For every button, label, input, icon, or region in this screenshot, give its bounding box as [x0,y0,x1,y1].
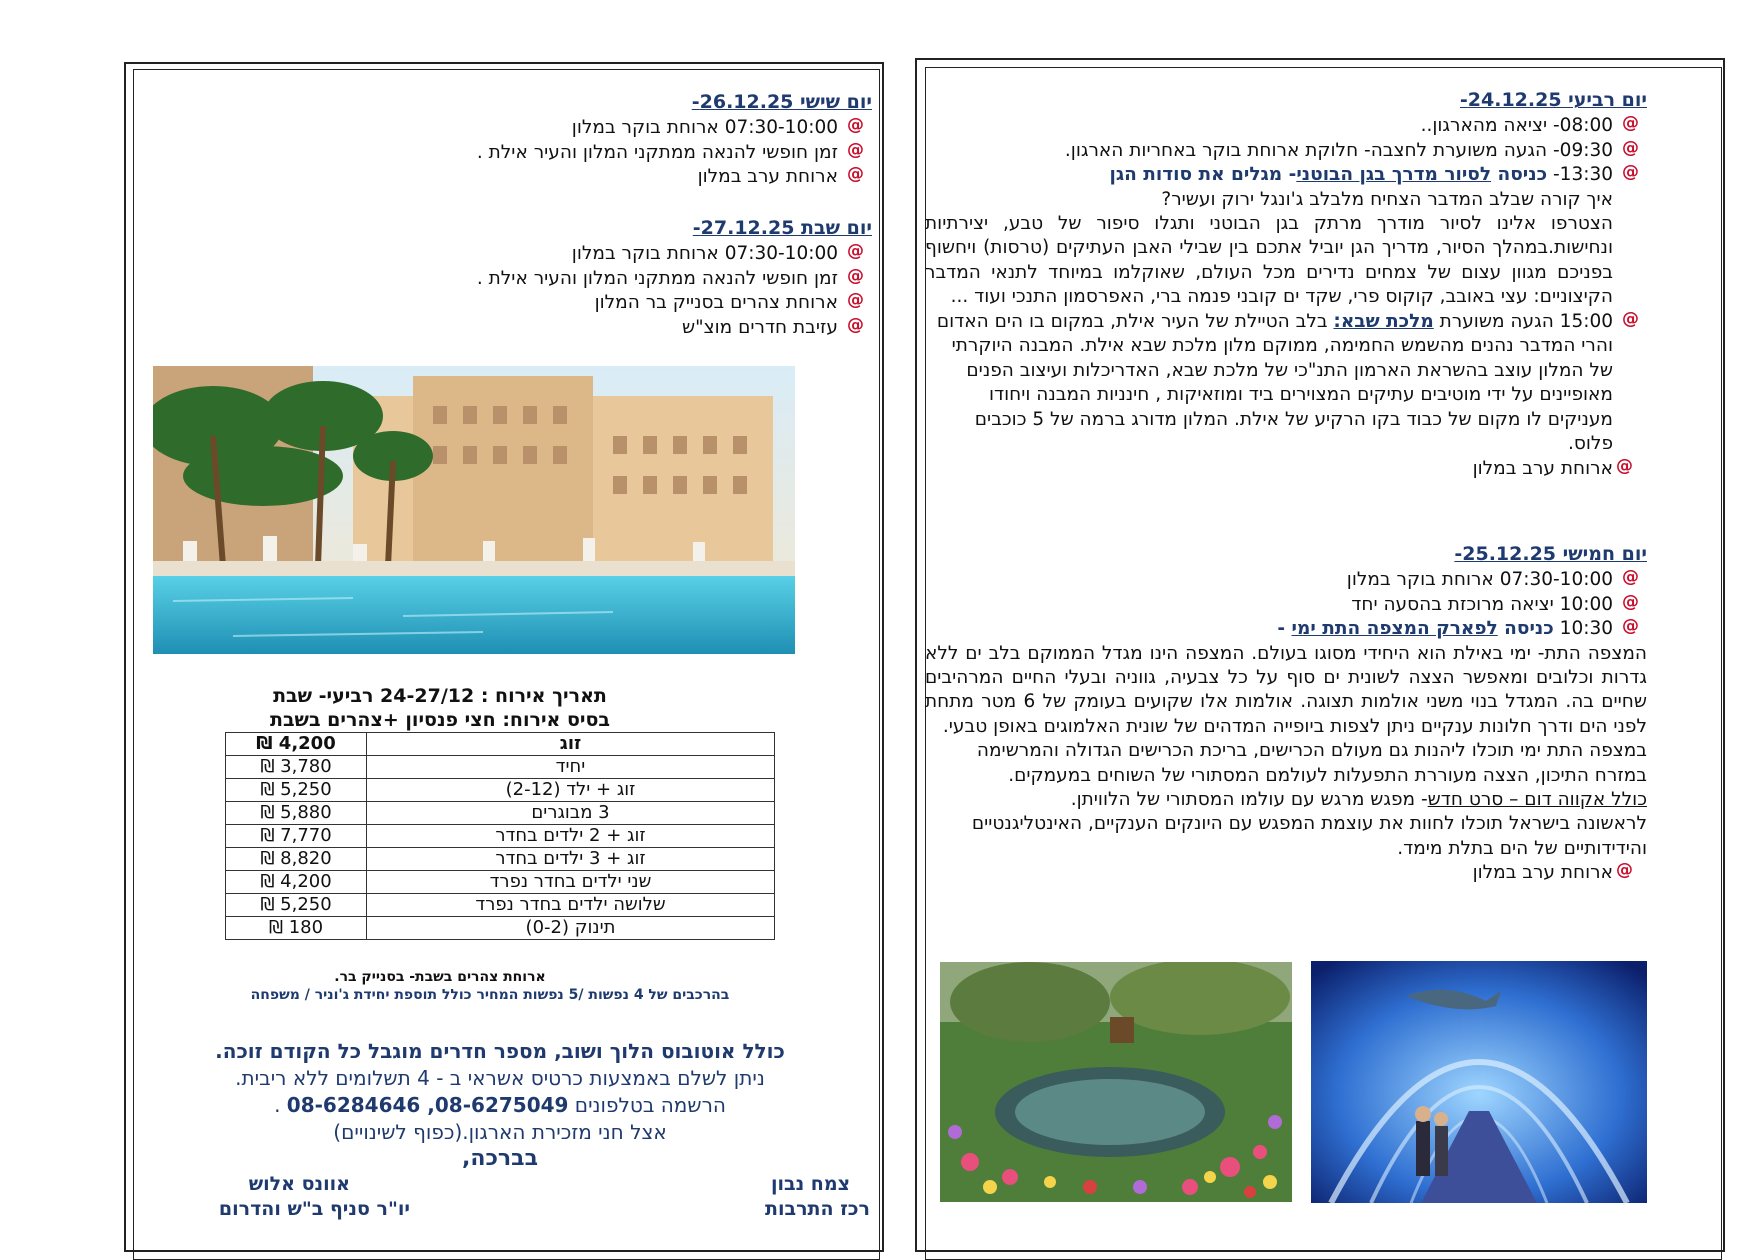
swirl-bullet-icon: @ [847,139,864,160]
table-cell: זוג [367,733,775,756]
shark-description: במצפה התת ימי תוכלו ליהנות גם מעולם הכרישים, בריכת הכרישים הגדולה והמרשימה במזרח התיכון, הצצה מעוררת התפעלות לעולמם המסתורי של השוחים במעמקים. [976,740,1647,786]
swirl-bullet-icon: @ [1622,113,1639,133]
bus-note: כולל אוטובוס הלוך ושוב, מספר חדרים מוגבל כל הקודם זוכה. [215,1039,785,1063]
swirl-bullet-icon: @ [847,314,864,335]
table-cell: יחיד [367,756,775,779]
list-item: @ 09:30- הגעה משוערת לחצבה- חלוקת ארוחת בוקר באחריות הארגון. [1064,137,1639,161]
lunch-note: ארוחת צהרים בשבת- בסנייק בר. [334,969,546,985]
swirl-bullet-icon: @ [847,290,864,310]
family-note: בהרכבים של 4 נפשות /5 נפשות המחיר כולל תוספת יחידת ג'וניר / משפחה [250,987,730,1003]
thursday-section [925,542,1647,886]
table-row [226,756,775,779]
price-table [225,732,775,940]
signature-1 [700,1172,870,1222]
office-note: אצל חני מזכירת הארגון.(כפוף לשינויים) [333,1120,667,1144]
botanical-garden-photo [940,962,1292,1202]
swirl-bullet-icon: @ [1622,137,1639,158]
list-item: @ 07:30-10:00 ארוחת בוקר במלון [571,241,864,264]
table-cell: זוג + 3 ילדים בחדר [367,848,775,871]
table-cell: 4,200 ₪ [226,733,367,756]
table-row [226,802,775,825]
wednesday-section [925,88,1647,481]
table-cell: 5,880 ₪ [226,802,367,825]
hosting-basis: בסיס אירוח: חצי פנסיון +צהרים בשבת [269,709,611,731]
table-cell: 5,250 ₪ [226,894,367,917]
aqua-dome-note: כולל אקווה דום – סרט חדש- מפגש מרגש עם עולמו המסתורי של הלוויתן. [1070,788,1647,810]
friday-section [380,90,872,190]
swirl-bullet-icon: @ [1616,455,1633,476]
list-item: @ 07:30-10:00 ארוחת בוקר במלון [1346,567,1639,590]
list-item: @ זמן חופשי להנאה ממתקני המלון והעיר אילת . [476,265,864,289]
swirl-bullet-icon: @ [1622,616,1639,636]
table-row [226,825,775,848]
list-item: @ ארוחת צהרים בסנייק בר המלון [594,290,864,313]
garden-description: הצטרפו אלינו לסיור מודרך מרתק בגן הבוטני ותגלו סיפור של טבע, יצירתיות ונחישות.במהלך הסיור, מדריך הגן יוביל אתכם בין שבילי האבן העתיקים (טרסות) ויחשוף בפניכם מגוון עצום של צמחים נדירים מכל העולם, שאוקלמו במיוחד לתנאי המדבר הקיצוניים: עצי באובב, קוקוס פרי, שקד ים קובני פנמה ברי, האפרסמון התנכי ועוד ... [925,212,1613,308]
payment-note: ניתן לשלם באמצעות כרטיס אשראי ב - 4 תשלומים ללא ריבית. [235,1066,765,1090]
hotel-pool-photo [153,366,795,654]
list-item: @ 08:00- יציאה מהארגון.. [1420,113,1639,136]
saturday-section [380,216,872,340]
observatory-description: המצפה התת- ימי באילת הוא היחידי מסוגו בעולם. המצפה הינו מגדל הממוקם בלב ים ללא גדרות וכלובים ומאפשר הצצה לשונית ים סוף על כל צבעיה, גווניה ובעלי החיים המרהיבים שחיים בה. המגדל בנוי משני אולמות תצוגה. אולמות אלו שקועים בעומק של 6 מטר מתחת לפני הים ודרך חלונות ענקיים ניתן לצפות ביופייה המדהים של שונית האלמוגים באופן טבעי. [925,642,1648,737]
whale-description: לראשונה בישראל תוכלו לחוות את עוצמת המפגש עם היונקים הענקיים, האינטליגנטיים והידידותיים של הים בתלת מימד. [971,813,1647,859]
signature-role: רכז התרבות [765,1198,870,1220]
list-item: @ עזיבת חדרים מוצ"ש [682,314,864,338]
swirl-bullet-icon: @ [1622,567,1639,587]
table-cell: 5,250 ₪ [226,779,367,802]
table-row [226,733,775,756]
thursday-title: יום חמישי 25.12.25- [1454,543,1647,565]
table-cell: שני ילדים בחדר נפרד [367,871,775,894]
swirl-bullet-icon: @ [1616,860,1633,881]
swirl-bullet-icon: @ [1622,308,1639,329]
swirl-bullet-icon: @ [847,164,864,184]
swirl-bullet-icon: @ [1622,591,1639,612]
table-cell: 180 ₪ [226,917,367,940]
blessing: בברכה, [461,1146,538,1171]
aquarium-tunnel-photo [1311,961,1647,1203]
list-item: @ 07:30-10:00 ארוחת בוקר במלון [571,115,864,138]
hosting-dates: תאריך אירוח : 24-27/12 רביעי- שבת [273,685,607,707]
list-item: @ זמן חופשי להנאה ממתקני המלון והעיר אילת . [476,139,864,163]
table-cell: 3,780 ₪ [226,756,367,779]
list-item: @ ארוחת ערב במלון [1472,455,1633,479]
table-cell: זוג + 2 ילדים בחדר [367,825,775,848]
signature-role: יו"ר סניף ב"ש והדרום [218,1198,410,1220]
list-item: @ 10:30 כניסה לפארק המצפה התת ימי - [1277,616,1639,639]
garden-question: איך קורה שבלב המדבר הצחיח מלבלב ג'ונגל ירוק ועשיר? [1161,188,1613,210]
table-cell: 4,200 ₪ [226,871,367,894]
table-cell: 7,770 ₪ [226,825,367,848]
phone-numbers: 08-6275049, 08-6284646 [286,1093,569,1117]
swirl-bullet-icon: @ [847,241,864,261]
table-cell: תינוק (0-2) [367,917,775,940]
list-item: @ 13:30- כניסה לסיור מדרך בגן הבוטני- מגלים את סודות הגן [1109,162,1639,185]
swirl-bullet-icon: @ [1622,162,1639,182]
registration-note: הרשמה בטלפונים 08-6275049, 08-6284646 . [274,1093,726,1117]
list-item: @ ארוחת ערב במלון [697,164,864,187]
table-row [226,871,775,894]
table-cell: 8,820 ₪ [226,848,367,871]
swirl-bullet-icon: @ [847,265,864,286]
table-cell: שלושה ילדים בחדר נפרד [367,894,775,917]
signature-name: אוונס אלוש [248,1173,350,1195]
signature-name: צמח נבון [770,1173,850,1195]
wednesday-title: יום רביעי 24.12.25- [1459,89,1647,111]
list-item: @ 15:00 הגעה משוערת מלכת שבא: בלב הטיילת של העיר אילת, במקום בו הים האדום והרי המדבר נהנים מהשמש החמימה, ממוקם מלון מלכת שבא אילת. המבנה היוקרתי של המלון עוצב בהשראת הארמון התנ"כי של מלכת שבא, האדריכלות ועיצוב הפנים מאופיינים על ידי מוטיבים עתיקים המצוירים ביד ומוזאיקות , חינניות המבנה ויחודו מעניקים לו מקום של כבוד בקו הרקיע של אילת. המלון מדורג ברמה של 5 כוכבים פלוס. [936,308,1639,455]
table-row [226,779,775,802]
swirl-bullet-icon: @ [847,115,864,135]
saturday-title: יום שבת 27.12.25- [692,217,872,239]
table-cell: זוג + ילד (2-12) [367,779,775,802]
table-row [226,917,775,940]
list-item: @ ארוחת ערב במלון [1472,860,1633,884]
table-row [226,848,775,871]
table-cell: 3 מבוגרים [367,802,775,825]
friday-title: יום שישי 26.12.25- [691,91,872,113]
table-row [226,894,775,917]
signature-2 [170,1172,410,1222]
list-item: @ 10:00 יציאה מרוכזת בהסעה יחד [1351,591,1639,615]
